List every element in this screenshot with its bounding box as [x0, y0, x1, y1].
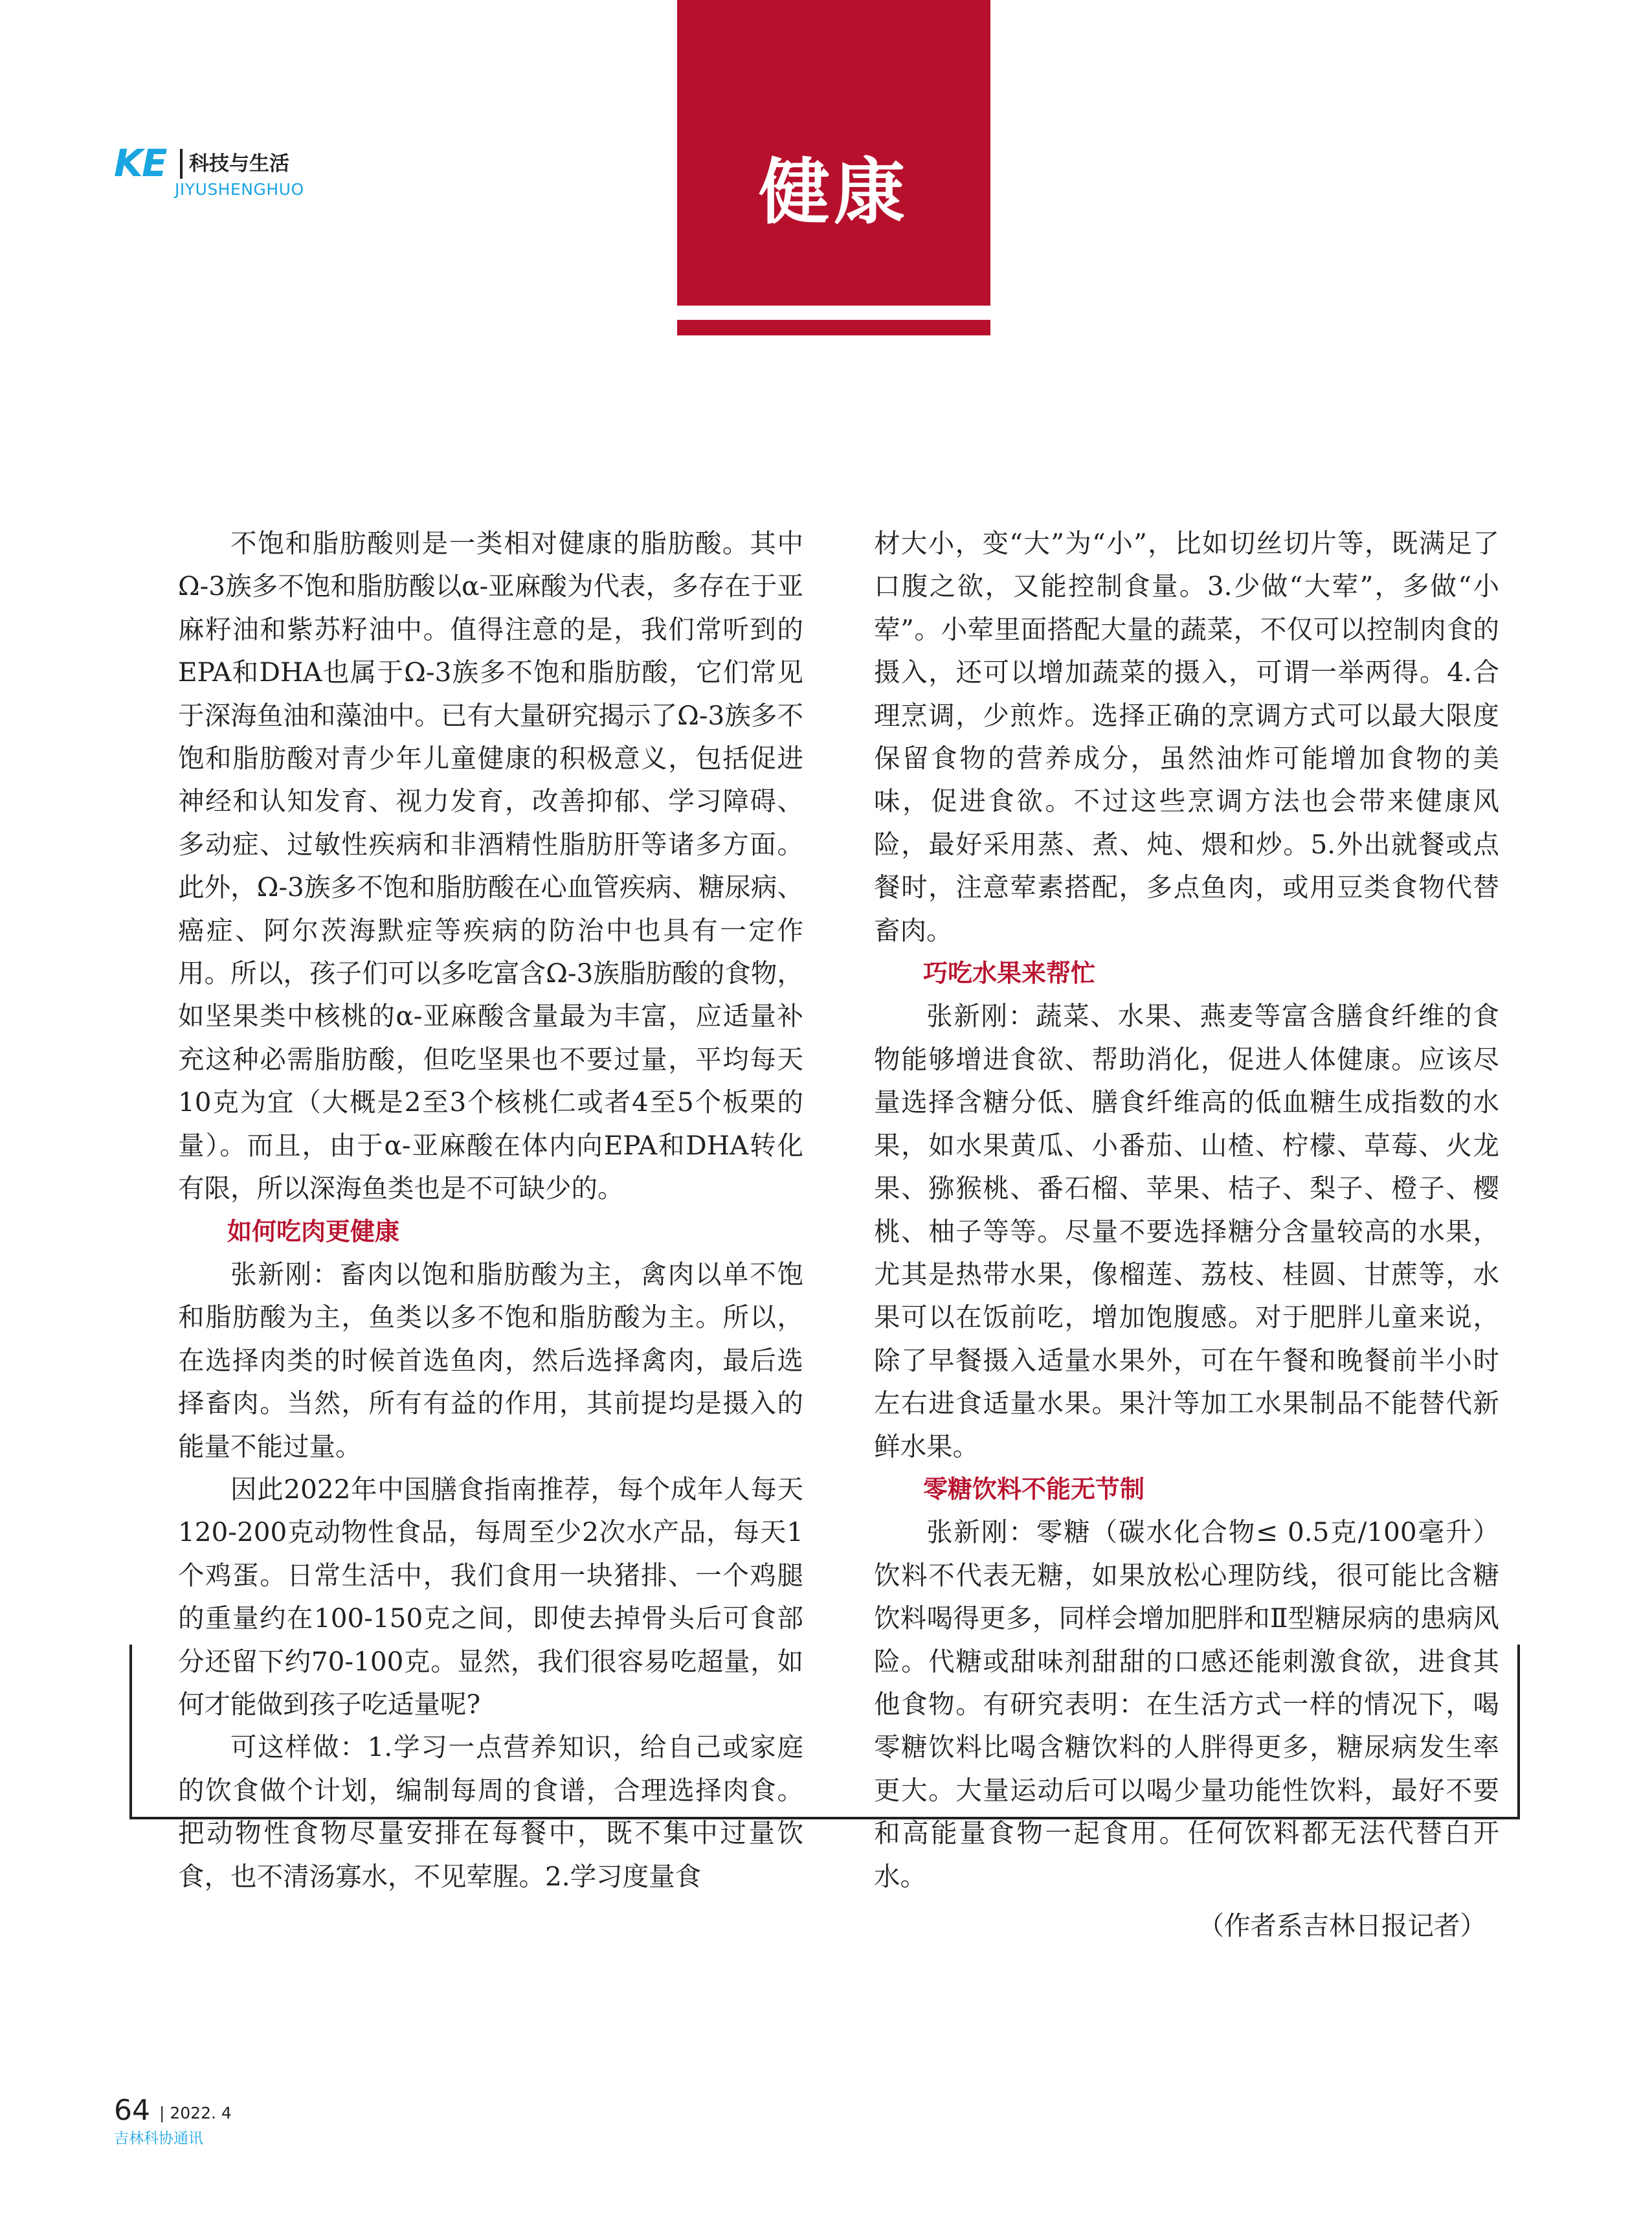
author-signature: （作者系吉林日报记者）	[1198, 1910, 1486, 1941]
logo-mark: KE	[114, 141, 166, 185]
left-column	[178, 522, 803, 1898]
paragraph: 张新刚：蔬菜、水果、燕麦等富含膳食纤维的食物能够增进食欲、帮助消化，促进人体健康。应该尽量选择含糖分低、膳食纤维高的低血糖生成指数的水果，如水果黄瓜、小番茄、山楂、柠檬、草莓、火龙果、猕猴桃、番石榴、苹果、桔子、梨子、橙子、樱桃、柚子等等。尽量不要选择糖分含量较高的水果，尤其是热带水果，像榴莲、荔枝、桂圆、甘蔗等，水果可以在饭前吃，增加饱腹感。对于肥胖儿童来说，除了早餐摄入适量水果外，可在午餐和晚餐前半小时左右进食适量水果。果汁等加工水果制品不能替代新鲜水果。	[874, 1000, 1499, 1462]
frame-left-border	[129, 1645, 132, 1819]
logo-subtitle: JIYUSHENGHUO	[175, 180, 304, 199]
subheading: 如何吃肉更健康	[227, 1217, 400, 1246]
frame-right-border	[1517, 1645, 1520, 1819]
magazine-logo	[114, 141, 328, 202]
paragraph: 可这样做：1.学习一点营养知识，给自己或家庭的饮食做个计划，编制每周的食谱，合理选择肉食。把动物性食物尽量安排在每餐中，既不集中过量饮食，也不清汤寡水，不见荤腥。2.学习度量食	[178, 1731, 803, 1892]
paragraph: 张新刚：零糖（碳水化合物≤ 0.5克/100毫升）饮料不代表无糖，如果放松心理防线，很可能比含糖饮料喝得更多，同样会增加肥胖和Ⅱ型糖尿病的患病风险。代糖或甜味剂甜甜的口感还能刺激食欲，进食其他食物。有研究表明：在生活方式一样的情况下，喝零糖饮料比喝含糖饮料的人胖得更多，糖尿病发生率更大。大量运动后可以喝少量功能性饮料，最好不要和高能量食物一起食用。任何饮料都无法代替白开水。	[874, 1516, 1499, 1892]
section-underline	[677, 320, 990, 335]
subheading: 巧吃水果来帮忙	[923, 959, 1096, 988]
paragraph: 因此2022年中国膳食指南推荐，每个成年人每天120-200克动物性食品，每周至少2次水产品，每天1个鸡蛋。日常生活中，我们食用一块猪排、一个鸡腿的重量约在100-150克之间，即使去掉骨头后可食部分还留下约70-100克。显然，我们很容易吃超量，如何才能做到孩子吃适量呢?	[178, 1473, 803, 1720]
paragraph: 不饱和脂肪酸则是一类相对健康的脂肪酸。其中Ω-3族多不饱和脂肪酸以α-亚麻酸为代表，多存在于亚麻籽油和紫苏籽油中。值得注意的是，我们常听到的EPA和DHA也属于Ω-3族多不饱和脂肪酸，它们常见于深海鱼油和藻油中。已有大量研究揭示了Ω-3族多不饱和脂肪酸对青少年儿童健康的积极意义，包括促进神经和认知发育、视力发育，改善抑郁、学习障碍、多动症、过敏性疾病和非酒精性脂肪肝等诸多方面。此外，Ω-3族多不饱和脂肪酸在心血管疾病、糖尿病、癌症、阿尔茨海默症等疾病的防治中也具有一定作用。所以，孩子们可以多吃富含Ω-3族脂肪酸的食物，如坚果类中核桃的α-亚麻酸含量最为丰富，应适量补充这种必需脂肪酸，但吃坚果也不要过量，平均每天10克为宜（大概是2至3个核桃仁或者4至5个板栗的量）。而且，由于α-亚麻酸在体内向EPA和DHA转化有限，所以深海鱼类也是不可缺少的。	[178, 528, 803, 1204]
page-footer	[114, 2095, 373, 2159]
issue-date: | 2022. 4	[159, 2104, 232, 2122]
paragraph: 张新刚：畜肉以饱和脂肪酸为主，禽肉以单不饱和脂肪酸为主，鱼类以多不饱和脂肪酸为主。所以，在选择肉类的时候首选鱼肉，然后选择禽肉，最后选择畜肉。当然，所有有益的作用，其前提均是摄入的能量不能过量。	[178, 1258, 803, 1462]
page-number: 64	[114, 2094, 150, 2127]
paragraph: 材大小，变“大”为“小”，比如切丝切片等，既满足了口腹之欲，又能控制食量。3.少做“大荤”，多做“小荤”。小荤里面搭配大量的蔬菜，不仅可以控制肉食的摄入，还可以增加蔬菜的摄入，可谓一举两得。4.合理烹调，少煎炸。选择正确的烹调方式可以最大限度保留食物的营养成分，虽然油炸可能增加食物的美味，促进食欲。不过这些烹调方法也会带来健康风险，最好采用蒸、煮、炖、煨和炒。5.外出就餐或点餐时，注意荤素搭配，多点鱼肉，或用豆类食物代替畜肉。	[874, 528, 1499, 946]
logo-title: 科技与生活	[189, 152, 289, 175]
subheading: 零糖饮料不能无节制	[923, 1474, 1145, 1503]
publication-name: 吉林科协通讯	[114, 2130, 203, 2147]
logo-divider	[180, 149, 183, 179]
section-banner	[677, 0, 990, 306]
right-column	[874, 522, 1499, 1947]
section-title: 健康	[759, 151, 909, 234]
